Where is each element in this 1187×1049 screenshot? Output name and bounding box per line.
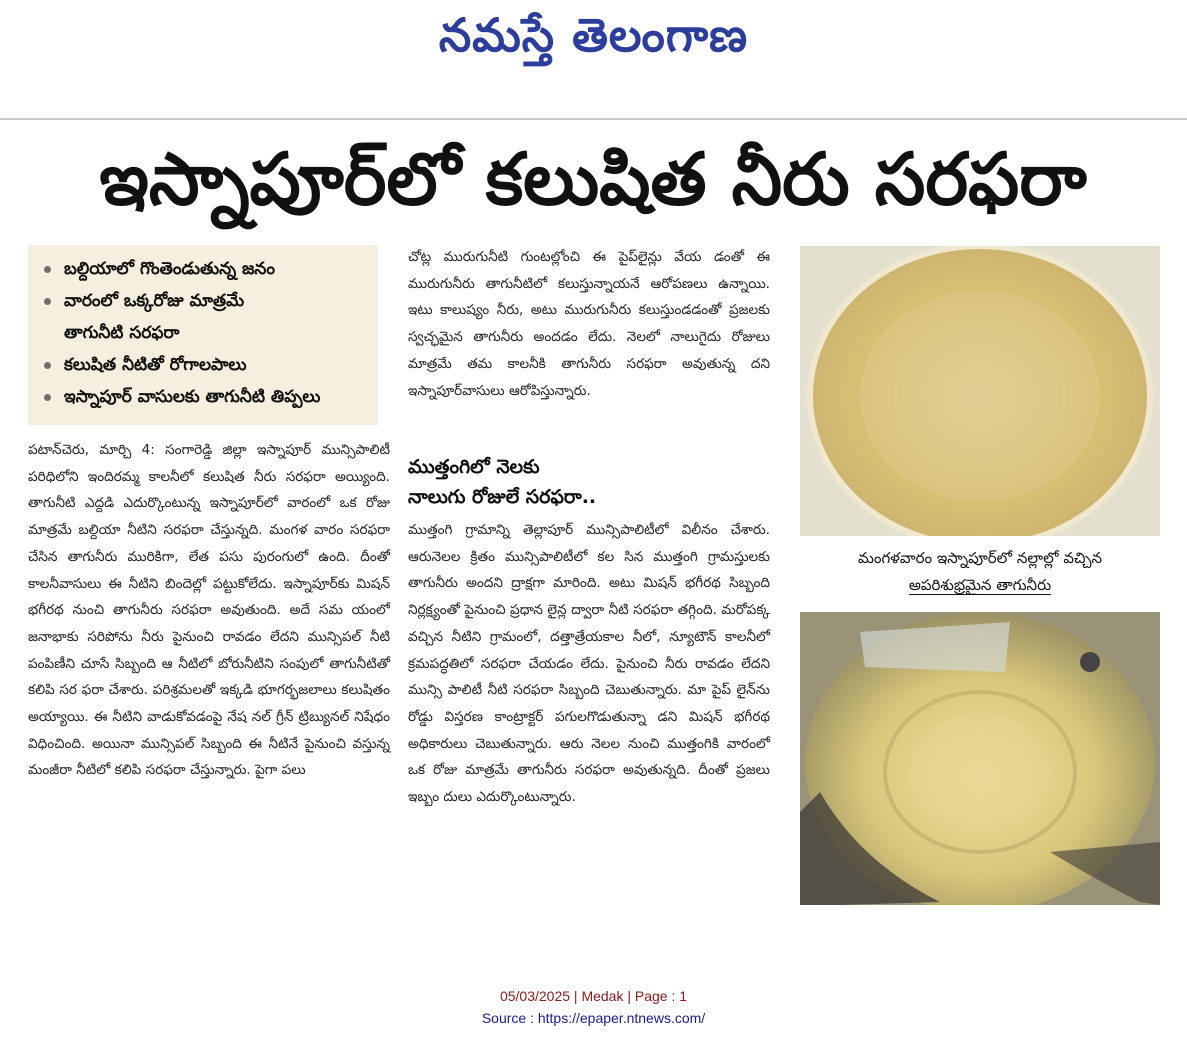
highlight-item xyxy=(38,285,368,317)
highlight-text: బల్దియాలో గొంతెండుతున్న జనం xyxy=(64,259,275,279)
highlight-text: ఇస్నాపూర్ వాసులకు తాగునీటి తిప్పలు xyxy=(64,387,321,407)
highlight-item xyxy=(38,381,368,413)
caption-line-1: మంగళవారం ఇస్నాపూర్‌లో నల్లాల్లో వచ్చిన xyxy=(857,549,1103,567)
highlight-text: వారంలో ఒక్కరోజు మాత్రమే xyxy=(64,291,245,311)
footer-source-link[interactable]: Source : https://epaper.ntnews.com/ xyxy=(481,1010,706,1026)
highlights-box xyxy=(28,245,378,425)
subheading-line-1: ముత్తంగిలో నెలకు xyxy=(408,456,540,478)
newspaper-masthead: నమస్తే తెలంగాణ xyxy=(438,8,749,62)
highlight-item xyxy=(38,317,368,349)
subheading-line-2: నాలుగు రోజులే సరఫరా.. xyxy=(408,486,597,508)
caption-line-2: అపరిశుభ్రమైన తాగునీరు xyxy=(908,576,1052,594)
article-subheading xyxy=(408,452,770,512)
footer-edition-info: 05/03/2025 | Medak | Page : 1 xyxy=(499,988,688,1004)
caption-line-2-wrap xyxy=(800,572,1160,599)
contaminated-water-photo-top xyxy=(800,246,1160,536)
article-column-1: పటాన్‌చెరు, మార్చి 4: సంగారెడ్డి జిల్లా ఇస్నాపూర్ మున్సిపాలిటీ పరిధిలోని ఇందిరమ్మ కాలనీలో కలుషిత నీరు సరఫరా అయ్యింది. తాగునీటి ఎద్దడి ఎదుర్కొంటున్న ఇస్నాపూర్‌లో వారంలో ఒక రోజు మాత్రమే బల్దియా నీటిని సరఫరా చేస్తున్నది. మంగళ వారం సరఫరా చేసిన తాగునీరు మురికిగా, లేత పసు పురంగులో ఉంది. దీంతో కాలనీవాసులు ఈ నీటిని బిందెల్లో పట్టుకోలేదు. ఇస్నాపూర్‌కు మిషన్ భగీరథ నుంచి తాగునీరు సరఫరా అవుతుంది. అదే సమ యంలో జనాభాకు సరిపోను నీరు పైనుంచి రావడం లేదని మున్సిపల్ నీటి పంపిణీని చూసే సిబ్బంది ఆ నీటిలో బోరునీటిని సంపులో తాగునీటితో కలిపి సర ఫరా చేశారు. పరిశ్రమలతో ఇక్కడి భూగర్భజలాలు కలుషితం అయ్యాయి. ఈ నీటిని వాడుకోవడంపై నేష నల్ గ్రీన్ ట్రిబ్యునల్ నిషేధం విధించింది. అయినా మున్సిపల్ సిబ్బంది ఈ నీటినే పైనుంచి వస్తున్న మంజీరా నీటిలో కలిపి సరఫరా చేస్తున్నారు. పైగా పలు xyxy=(28,442,390,779)
contaminated-water-photo-bottom xyxy=(800,612,1160,905)
bullet-icon xyxy=(44,266,51,273)
photo-caption xyxy=(800,545,1160,599)
highlight-item xyxy=(38,253,368,285)
article-column-2-top: చోట్ల మురుగునీటి గుంటల్లోంచి ఈ పైప్‌లైన్లు వేయ డంతో ఈ మురుగునీరు తాగునీటిలో కలుస్తున్నాయనే ఆరోపణలు ఉన్నాయి. ఇటు కాలుష్యం నీరు, అటు మురుగునీరు కలుస్తుండడంతో ప్రజలకు స్వచ్ఛమైన తాగునీరు అందడం లేదు. నెలలో నాలుగైదు రోజులు మాత్రమే తమ కాలనీకి తాగునీరు సరఫరా అవుతున్న దని ఇస్నాపూర్‌వాసులు ఆరోపిస్తున్నారు. xyxy=(408,249,770,399)
bullet-icon xyxy=(44,362,51,369)
article-headline: ఇస్నాపూర్‌లో కలుషిత నీరు సరఫరా xyxy=(99,137,1087,221)
highlight-text: తాగునీటి సరఫరా xyxy=(64,323,180,343)
masthead-divider xyxy=(0,118,1187,120)
bullet-icon xyxy=(44,298,51,305)
highlight-item xyxy=(38,349,368,381)
highlight-text: కలుషిత నీటితో రోగాలపాలు xyxy=(64,355,247,375)
bullet-icon xyxy=(44,394,51,401)
article-column-2-bottom: ముత్తంగి గ్రామాన్ని తెల్లాపూర్ మున్సిపాలిటీలో విలీనం చేశారు. ఆరునెలల క్రితం మున్సిపాలిటీలో కల సిన ముత్తంగి గ్రామస్తులకు తాగునీరు అందని ద్రాక్షగా మారింది. అటు మిషన్ భగీరథ సిబ్బంది నిర్లక్ష్యంతో పైనుంచి ప్రధాన లైన్ల ద్వారా నీటి సరఫరా తగ్గింది. మరోపక్క వచ్చిన నీటిని గ్రామంలో, దత్తాత్రేయకాల నీలో, న్యూటౌన్ కాలనీలో క్రమపద్ధతిలో సరఫరా చేయడం లేదు. పైనుంచి నీరు రావడం లేదని మున్సి పాలిటీ నీటి సరఫరా సిబ్బంది చెబుతున్నారు. మా పైప్ లైన్‌ను రోడ్డు విస్తరణ కాంట్రాక్టర్ పగులగొడుతున్నా డని మిషన్ భగీరథ అధికారులు చెబుతున్నారు. ఆరు నెలల నుంచి ముత్తంగికి వారంలో ఒక రోజు మాత్రమే తాగునీరు సరఫరా అవుతున్నది. దీంతో ప్రజలు ఇబ్బం దులు ఎదుర్కొంటున్నారు. xyxy=(408,522,770,806)
